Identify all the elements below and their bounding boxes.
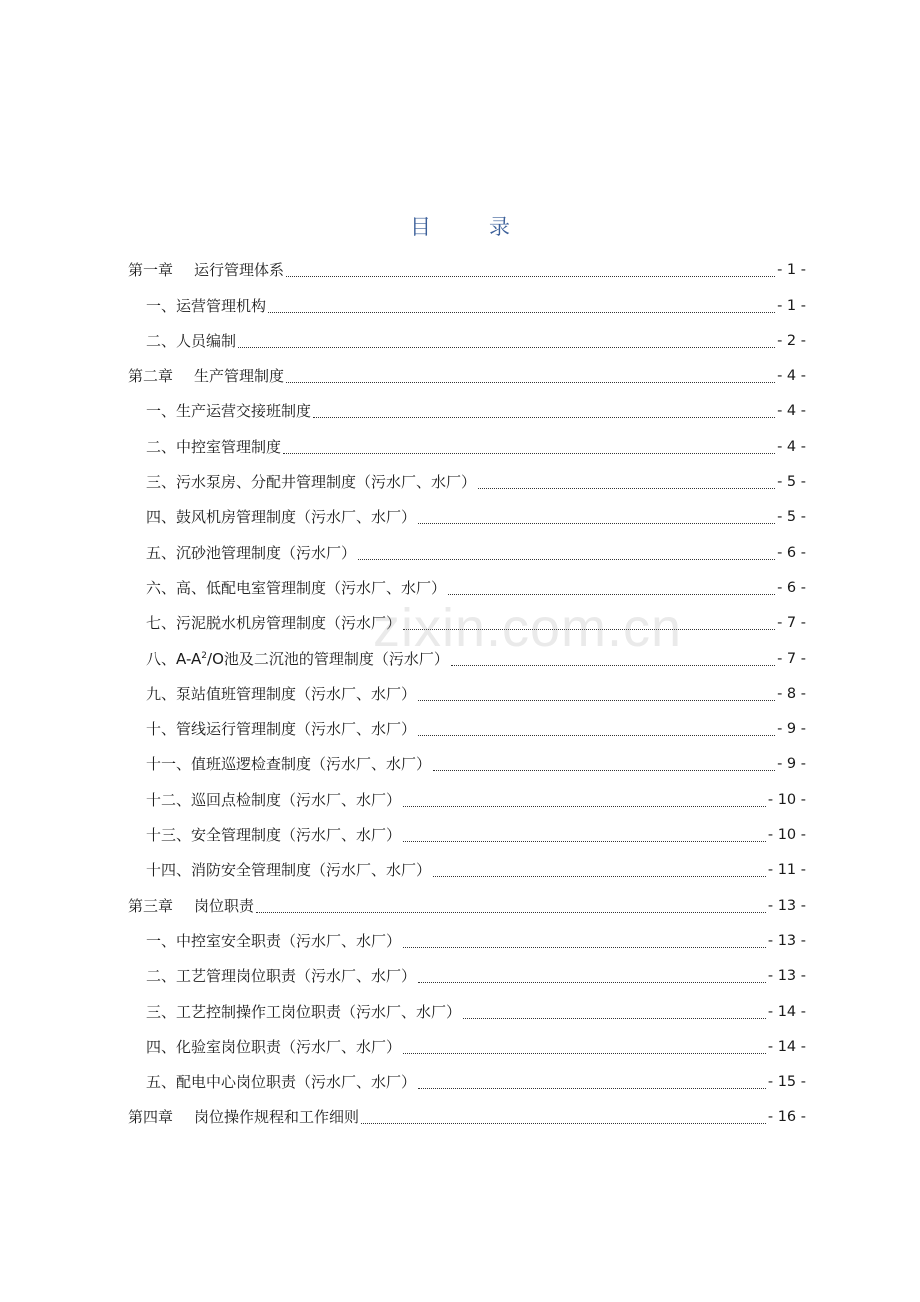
toc-entry-chapter[interactable] (128, 1097, 806, 1132)
toc-entry-title: 岗位职责 (194, 896, 255, 915)
toc-entry-label (146, 297, 266, 321)
toc-entry-label (128, 897, 254, 921)
dot-leader (238, 347, 775, 348)
toc-entry-label (146, 826, 401, 850)
toc-entry-title: 消防安全管理制度（污水厂、水厂） (191, 861, 432, 880)
toc-title-right: 录 (489, 215, 510, 239)
dot-leader (418, 1088, 766, 1089)
toc-section-number: 三、 (146, 1002, 177, 1021)
toc-entry-title: 中控室安全职责（污水厂、水厂） (176, 931, 402, 950)
toc-section-number: 十二、 (146, 790, 192, 809)
toc-section-number: 十、 (146, 720, 177, 739)
toc-entry-label (128, 1108, 359, 1132)
toc-entry-title: 工艺控制操作工岗位职责（污水厂、水厂） (176, 1002, 462, 1021)
toc-page-number: - 6 - (777, 579, 806, 596)
toc-page-number: - 7 - (777, 650, 806, 667)
toc-section-number: 一、 (146, 931, 177, 950)
toc-entry-label (146, 438, 281, 462)
toc-entry-label (146, 720, 416, 744)
toc-entry-title-prefix: A-A (176, 649, 202, 668)
toc-entry-title: 值班巡逻检查制度（污水厂、水厂） (191, 755, 432, 774)
dot-leader (403, 841, 766, 842)
toc-entry-label (128, 261, 284, 285)
toc-entry-section[interactable] (128, 497, 806, 532)
toc-section-number: 六、 (146, 578, 177, 597)
toc-entry-title: 泵站值班管理制度（污水厂、水厂） (176, 684, 417, 703)
toc-entry-label (146, 861, 431, 885)
dot-leader (448, 594, 775, 595)
toc-section-number: 十四、 (146, 861, 192, 880)
toc-entry-label (146, 614, 401, 638)
toc-chapter-number: 第三章 (128, 896, 174, 915)
toc-entry-title: 污泥脱水机房管理制度（污水厂） (176, 614, 402, 633)
toc-entry-section[interactable] (128, 391, 806, 426)
dot-leader (403, 1053, 766, 1054)
dot-leader (433, 770, 775, 771)
toc-page-number: - 1 - (777, 297, 806, 314)
toc-entry-section[interactable] (128, 1062, 806, 1097)
toc-entry-label (146, 932, 401, 956)
toc-entry-label (146, 402, 311, 426)
toc-entry-chapter[interactable] (128, 885, 806, 920)
dot-leader (418, 523, 775, 524)
toc-entry-title: 运营管理机构 (176, 296, 267, 315)
toc-entry-section[interactable] (128, 850, 806, 885)
toc-entry-label (146, 755, 431, 779)
toc-page-number: - 16 - (767, 1109, 806, 1126)
toc-section-number: 二、 (146, 437, 177, 456)
toc-section-number: 十一、 (146, 755, 192, 774)
toc-entry-section[interactable] (128, 603, 806, 638)
dot-leader (418, 982, 766, 983)
toc-page-number: - 13 - (767, 932, 806, 949)
toc-entry-label (146, 1073, 416, 1097)
dot-leader (268, 312, 775, 313)
toc-page-number: - 14 - (767, 1003, 806, 1020)
toc-entry-label (146, 1038, 401, 1062)
toc-entry-label (146, 332, 236, 356)
toc-page-number: - 4 - (777, 403, 806, 420)
toc-entry-title: 污水泵房、分配井管理制度（污水厂、水厂） (176, 473, 477, 492)
dot-leader (286, 382, 775, 383)
dot-leader (451, 665, 775, 666)
dot-leader (478, 488, 775, 489)
dot-leader (418, 735, 775, 736)
superscript: 2 (201, 650, 208, 661)
toc-entry-chapter[interactable] (128, 356, 806, 391)
toc-entry-label (146, 579, 446, 603)
toc-entry-section[interactable] (128, 1027, 806, 1062)
toc-section-number: 九、 (146, 684, 177, 703)
toc-page-number: - 4 - (777, 368, 806, 385)
toc-entry-section[interactable] (128, 709, 806, 744)
toc-entry-section[interactable] (128, 285, 806, 320)
toc-entry-section[interactable] (128, 321, 806, 356)
toc-entry-section[interactable] (128, 744, 806, 779)
dot-leader (463, 1018, 766, 1019)
toc-title-left: 目 (410, 215, 431, 239)
toc-entry-label (146, 650, 449, 674)
toc-section-number: 七、 (146, 614, 177, 633)
toc-entry-section[interactable] (128, 638, 806, 673)
toc-entry-label (128, 367, 284, 391)
toc-section-number: 一、 (146, 296, 177, 315)
toc-entry-title: 中控室管理制度 (176, 437, 282, 456)
toc-entry-title: 沉砂池管理制度（污水厂） (176, 543, 357, 562)
toc-title (0, 211, 920, 243)
toc-page-number: - 2 - (777, 332, 806, 349)
dot-leader (433, 876, 766, 877)
toc-page-number: - 9 - (777, 756, 806, 773)
dot-leader (286, 276, 775, 277)
toc-page-number: - 6 - (777, 544, 806, 561)
toc-entry-section[interactable] (128, 815, 806, 850)
toc-chapter-number: 第四章 (128, 1108, 174, 1127)
toc-entry-section[interactable] (128, 991, 806, 1026)
toc-page-number: - 11 - (767, 862, 806, 879)
toc-section-number: 二、 (146, 967, 177, 986)
toc-entry-section[interactable] (128, 674, 806, 709)
toc-entry-title: 生产运营交接班制度 (176, 402, 312, 421)
toc-entry-title: 化验室岗位职责（污水厂、水厂） (176, 1037, 402, 1056)
toc-entry-title-suffix: /O池及二沉池的管理制度（污水厂） (207, 649, 449, 668)
toc-section-number: 十三、 (146, 826, 192, 845)
dot-leader (403, 806, 766, 807)
toc-entry-title: 安全管理制度（污水厂、水厂） (191, 826, 402, 845)
toc-entry-label (146, 967, 416, 991)
toc-entry-title: 高、低配电室管理制度（污水厂、水厂） (176, 578, 447, 597)
toc-page-number: - 7 - (777, 615, 806, 632)
toc-page-number: - 5 - (777, 474, 806, 491)
toc-page-number: - 14 - (767, 1038, 806, 1055)
dot-leader (418, 700, 775, 701)
toc-page-number: - 8 - (777, 685, 806, 702)
toc-chapter-number: 第一章 (128, 261, 174, 280)
dot-leader (403, 629, 775, 630)
toc-chapter-number: 第二章 (128, 367, 174, 386)
toc-page-number: - 4 - (777, 438, 806, 455)
toc-section-number: 三、 (146, 473, 177, 492)
toc-page-number: - 15 - (767, 1074, 806, 1091)
toc-entry-title: 配电中心岗位职责（污水厂、水厂） (176, 1073, 417, 1092)
toc-section-number: 四、 (146, 508, 177, 527)
toc-page-number: - 13 - (767, 897, 806, 914)
toc-entry-title: 人员编制 (176, 331, 237, 350)
toc-section-number: 二、 (146, 331, 177, 350)
toc-page-number: - 10 - (767, 791, 806, 808)
toc-entry-title: 管线运行管理制度（污水厂、水厂） (176, 720, 417, 739)
toc-entry-section[interactable] (128, 426, 806, 461)
toc-entry-label (146, 544, 356, 568)
toc-list (128, 250, 806, 1132)
toc-page-number: - 10 - (767, 827, 806, 844)
toc-entry-section[interactable] (128, 956, 806, 991)
toc-entry-section[interactable] (128, 532, 806, 567)
toc-entry-label (146, 685, 416, 709)
toc-section-number: 八、 (146, 649, 177, 668)
toc-entry-section[interactable] (128, 779, 806, 814)
toc-section-number: 四、 (146, 1037, 177, 1056)
toc-entry-section[interactable] (128, 462, 806, 497)
toc-entry-label (146, 508, 416, 532)
dot-leader (313, 417, 775, 418)
toc-entry-title: 运行管理体系 (194, 261, 285, 280)
toc-section-number: 一、 (146, 402, 177, 421)
toc-page-number: - 1 - (777, 262, 806, 279)
toc-page-number: - 5 - (777, 509, 806, 526)
toc-entry-chapter[interactable] (128, 250, 806, 285)
toc-entry-section[interactable] (128, 921, 806, 956)
dot-leader (361, 1123, 766, 1124)
toc-entry-label (146, 473, 476, 497)
toc-entry-label (146, 1003, 461, 1027)
toc-entry-title: 工艺管理岗位职责（污水厂、水厂） (176, 967, 417, 986)
toc-entry-title: 鼓风机房管理制度（污水厂、水厂） (176, 508, 417, 527)
dot-leader (256, 912, 766, 913)
toc-page-number: - 13 - (767, 968, 806, 985)
toc-entry-label (146, 791, 401, 815)
dot-leader (358, 559, 775, 560)
toc-section-number: 五、 (146, 1073, 177, 1092)
dot-leader (283, 453, 775, 454)
toc-entry-title: 生产管理制度 (194, 367, 285, 386)
dot-leader (403, 947, 766, 948)
toc-entry-title: 巡回点检制度（污水厂、水厂） (191, 790, 402, 809)
toc-section-number: 五、 (146, 543, 177, 562)
toc-page-number: - 9 - (777, 721, 806, 738)
watermark: zixin.com.cn (373, 598, 683, 658)
toc-entry-section[interactable] (128, 568, 806, 603)
toc-entry-title: 岗位操作规程和工作细则 (194, 1108, 360, 1127)
